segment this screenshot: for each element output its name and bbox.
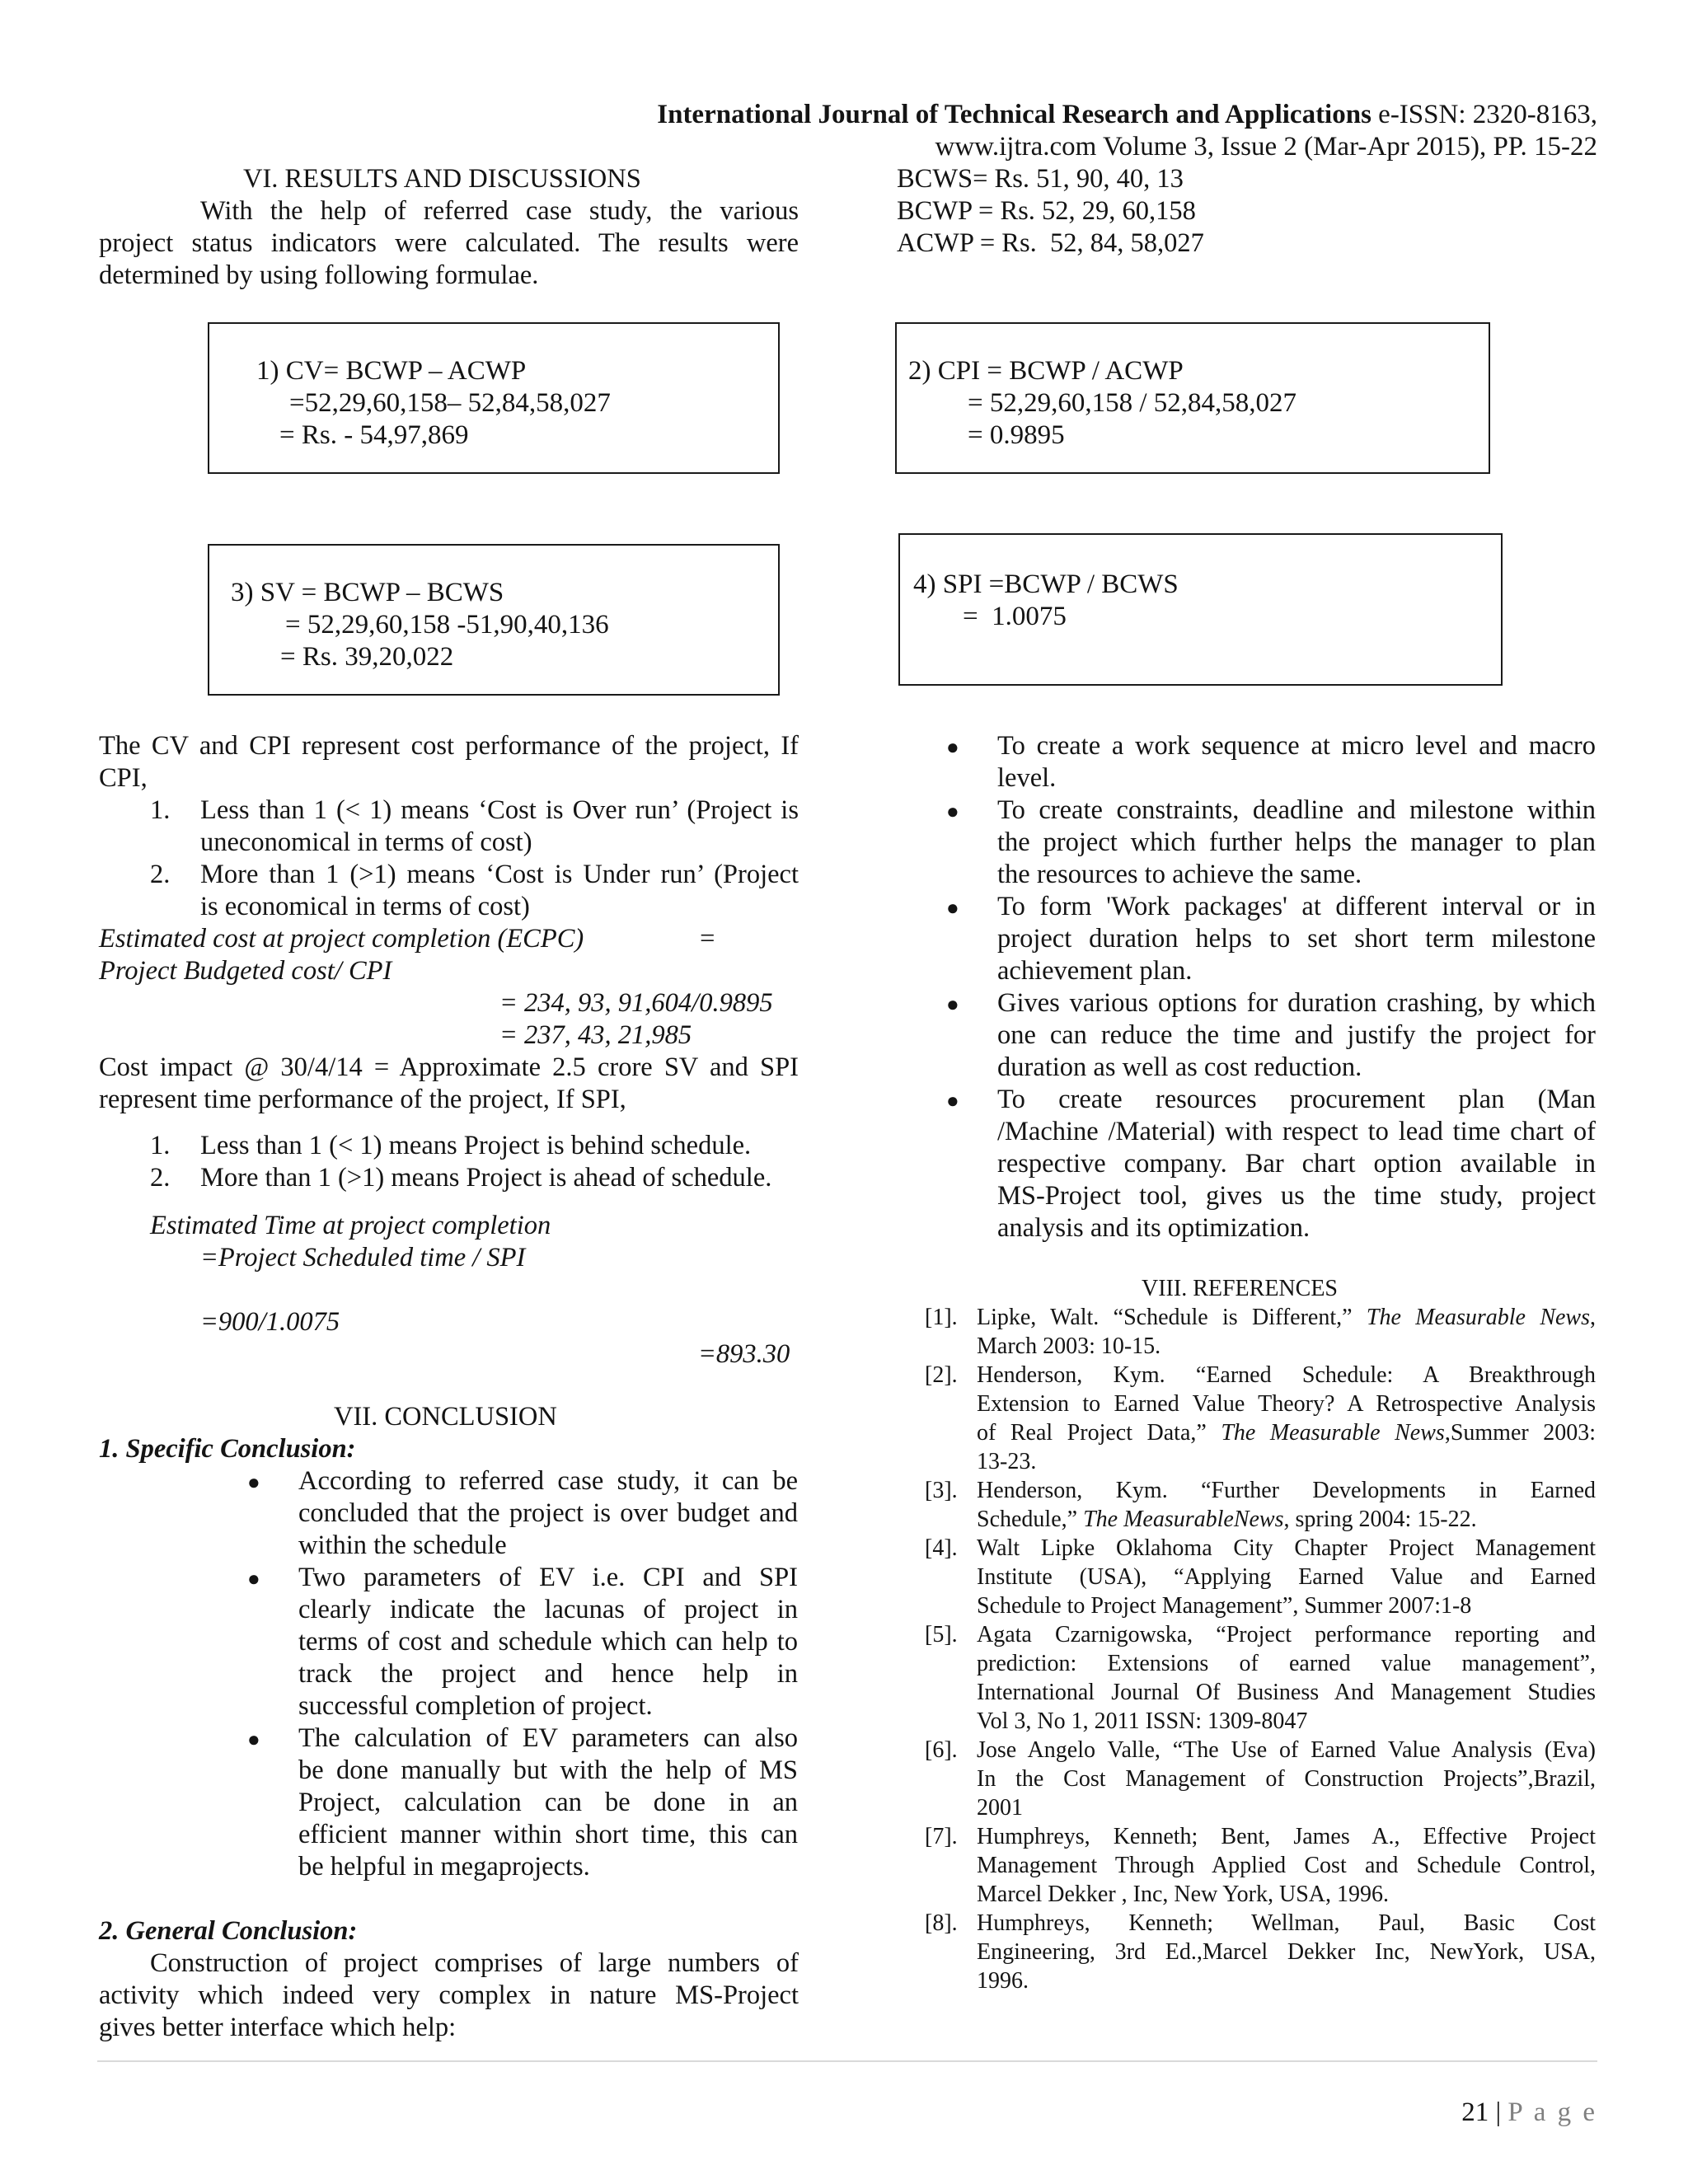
specific-bullet-2-line1: Two parameters of EV i.e. CPI and SPI	[298, 1563, 798, 1592]
ref-6-num: [6].	[925, 1737, 958, 1763]
page-number: 21	[1461, 2097, 1489, 2127]
right-bullet-4-line1: Gives various options for duration crashing, by which	[997, 988, 1596, 1018]
cv-formula-line2: =52,29,60,158– 52,84,58,027	[289, 388, 611, 418]
spi-list-num-2: 2.	[150, 1163, 171, 1193]
ref-8-line2: Engineering, 3rd Ed.,Marcel Dekker Inc, NewYork, USA,	[977, 1939, 1596, 1965]
ref-5-line4: Vol 3, No 1, 2011 ISSN: 1309-8047	[977, 1708, 1308, 1734]
references-title: VIII. REFERENCES	[1142, 1276, 1338, 1301]
bullet-icon: ●	[946, 1089, 959, 1113]
footer-divider	[97, 2060, 1597, 2062]
specific-bullet-3-line2: be done manually but with the help of MS	[298, 1755, 798, 1785]
etpc-result: =893.30	[698, 1339, 790, 1369]
journal-header-line1	[657, 99, 1597, 131]
ref-6-line1: Jose Angelo Valle, “The Use of Earned Value Analysis (Eva)	[977, 1737, 1596, 1763]
right-bullet-5-line3: respective company. Bar chart option available in	[997, 1149, 1596, 1179]
right-bullet-1-line1: To create a work sequence at micro level and macro	[997, 731, 1596, 761]
sv-formula-box	[208, 544, 780, 696]
ref-2-line2: Extension to Earned Value Theory? A Retrospective Analysis	[977, 1391, 1596, 1417]
ref-5-num: [5].	[925, 1622, 958, 1647]
cv-formula-line1: 1) CV= BCWP – ACWP	[256, 356, 527, 386]
ref-5-line1: Agata Czarnigowska, “Project performance reporting and	[977, 1622, 1596, 1647]
section-6-intro-line2: project status indicators were calculated. The results were	[99, 228, 799, 258]
bullet-icon: ●	[247, 1470, 260, 1494]
journal-issn: e-ISSN: 2320-8163,	[1371, 100, 1597, 129]
cpi-list-item-2-line1: More than 1 (>1) means ‘Cost is Under run’ (Project	[200, 860, 799, 889]
sv-formula-line3: = Rs. 39,20,022	[280, 642, 454, 672]
specific-conclusion-heading: 1. Specific Conclusion:	[99, 1434, 356, 1464]
page-word: P a g e	[1507, 2097, 1597, 2127]
ref-4-num: [4].	[925, 1535, 958, 1561]
cpi-list-item-1-line1: Less than 1 (< 1) means ‘Cost is Over run’ (Project is	[200, 795, 799, 825]
bcwp-value: BCWP = Rs. 52, 29, 60,158	[897, 196, 1196, 226]
cpi-list-item-1-line2: uneconomical in terms of cost)	[200, 827, 532, 857]
cpi-formula-line1: 2) CPI = BCWP / ACWP	[908, 356, 1184, 386]
ref-6-line3: 2001	[977, 1795, 1023, 1821]
ref-5-line3: International Journal Of Business And Management Studies	[977, 1680, 1596, 1705]
ref-3-num: [3].	[925, 1478, 958, 1503]
page-separator: |	[1489, 2097, 1508, 2127]
spi-list-item-1: Less than 1 (< 1) means Project is behind schedule.	[200, 1131, 752, 1160]
specific-bullet-2-line4: track the project and hence help in	[298, 1659, 798, 1689]
specific-bullet-1-line1: According to referred case study, it can be	[298, 1466, 798, 1496]
ref-8-line3: 1996.	[977, 1968, 1029, 1994]
right-bullet-5-line2: /Machine /Material) with respect to lead time chart of	[997, 1117, 1596, 1146]
right-bullet-2-line2: the project which further helps the manager to plan	[997, 827, 1596, 857]
ref-1-line2: March 2003: 10-15.	[977, 1333, 1161, 1359]
right-bullet-3-line1: To form 'Work packages' at different interval or in	[997, 892, 1596, 921]
cpi-list-item-2-line2: is economical in terms of cost)	[200, 892, 530, 921]
cv-formula-line3: = Rs. - 54,97,869	[279, 420, 469, 450]
cpi-list-num-2: 2.	[150, 860, 171, 889]
etpc-label: Estimated Time at project completion	[150, 1211, 551, 1240]
ref-5-line2: prediction: Extensions of earned value management”,	[977, 1651, 1596, 1676]
ref-2-line4: 13-23.	[977, 1449, 1037, 1474]
ref-7-line2: Management Through Applied Cost and Schedule Control,	[977, 1853, 1596, 1878]
specific-bullet-2-line5: successful completion of project.	[298, 1691, 653, 1721]
ref-1-line1: Lipke, Walt. “Schedule is Different,” The Measurable News,	[977, 1305, 1596, 1330]
ref-8-line1: Humphreys, Kenneth; Wellman, Paul, Basic Cost	[977, 1910, 1596, 1936]
general-conclusion-line2: activity which indeed very complex in nature MS-Project	[99, 1980, 799, 2010]
bullet-icon: ●	[946, 735, 959, 759]
right-bullet-2-line3: the resources to achieve the same.	[997, 860, 1362, 889]
bullet-icon: ●	[946, 799, 959, 823]
ref-4-line3: Schedule to Project Management”, Summer 2007:1-8	[977, 1593, 1472, 1619]
ref-8-num: [8].	[925, 1910, 958, 1936]
ref-3-line1: Henderson, Kym. “Further Developments in Earned	[977, 1478, 1596, 1503]
section-6-title: VI. RESULTS AND DISCUSSIONS	[243, 164, 641, 194]
ecpc-equals: =	[698, 924, 716, 954]
right-bullet-5-line5: analysis and its optimization.	[997, 1213, 1311, 1243]
ref-7-line3: Marcel Dekker , Inc, New York, USA, 1996.	[977, 1882, 1390, 1907]
specific-bullet-3-line5: be helpful in megaprojects.	[298, 1852, 590, 1882]
spi-list-item-2: More than 1 (>1) means Project is ahead of schedule.	[200, 1163, 772, 1193]
bullet-icon: ●	[247, 1567, 260, 1591]
journal-title: International Journal of Technical Research and Applications	[657, 100, 1372, 129]
acwp-value: ACWP = Rs. 52, 84, 58,027	[897, 228, 1204, 258]
general-conclusion-line3: gives better interface which help:	[99, 2013, 457, 2042]
ref-2-num: [2].	[925, 1362, 958, 1388]
bullet-icon: ●	[247, 1727, 260, 1751]
right-bullet-1-line2: level.	[997, 763, 1057, 793]
ref-2-line1: Henderson, Kym. “Earned Schedule: A Breakthrough	[977, 1362, 1596, 1388]
ecpc-label: Estimated cost at project completion (ECPC)	[99, 924, 584, 954]
ref-2-line3: of Real Project Data,” The Measurable News,Summer 2003:	[977, 1420, 1596, 1446]
specific-bullet-3-line4: efficient manner within short time, this can	[298, 1820, 798, 1849]
ecpc-calc-2: = 237, 43, 21,985	[499, 1020, 692, 1050]
cv-cpi-paragraph-line2: CPI,	[99, 763, 148, 793]
ref-4-line1: Walt Lipke Oklahoma City Chapter Project Management	[977, 1535, 1596, 1561]
ref-7-line1: Humphreys, Kenneth; Bent, James A., Effective Project	[977, 1824, 1596, 1849]
cpi-formula-line3: = 0.9895	[968, 420, 1065, 450]
spi-formula-box	[898, 533, 1503, 686]
spi-list-num-1: 1.	[150, 1131, 171, 1160]
cpi-formula-box	[895, 322, 1490, 474]
bullet-icon: ●	[946, 992, 959, 1016]
page-footer	[1448, 2067, 1597, 2128]
specific-bullet-3-line1: The calculation of EV parameters can also	[298, 1723, 798, 1753]
cv-cpi-paragraph-line1: The CV and CPI represent cost performance of the project, If	[99, 731, 799, 761]
ref-4-line2: Institute (USA), “Applying Earned Value and Earned	[977, 1564, 1596, 1590]
ecpc-calc-1: = 234, 93, 91,604/0.9895	[499, 988, 773, 1018]
specific-bullet-1-line3: within the schedule	[298, 1530, 507, 1560]
right-bullet-3-line2: project duration helps to set short term milestone	[997, 924, 1596, 954]
right-bullet-5-line4: MS-Project tool, gives us the time study, project	[997, 1181, 1596, 1211]
ref-3-line2: Schedule,” The MeasurableNews, spring 2004: 15-22.	[977, 1507, 1477, 1532]
general-conclusion-heading: 2. General Conclusion:	[99, 1916, 358, 1946]
specific-bullet-3-line3: Project, calculation can be done in an	[298, 1788, 798, 1817]
general-conclusion-line1: Construction of project comprises of large numbers of	[150, 1948, 799, 1978]
specific-bullet-1-line2: concluded that the project is over budget and	[298, 1498, 798, 1528]
ref-7-num: [7].	[925, 1824, 958, 1849]
cv-formula-box	[208, 322, 780, 474]
right-bullet-3-line3: achievement plan.	[997, 956, 1193, 986]
specific-bullet-2-line3: terms of cost and schedule which can help to	[298, 1627, 798, 1657]
spi-formula-line1: 4) SPI =BCWP / BCWS	[913, 569, 1179, 599]
section-6-intro-line1: With the help of referred case study, the various	[200, 196, 799, 226]
etpc-calc: =900/1.0075	[200, 1307, 340, 1337]
cost-impact-line1: Cost impact @ 30/4/14 = Approximate 2.5 crore SV and SPI	[99, 1052, 799, 1082]
cpi-formula-line2: = 52,29,60,158 / 52,84,58,027	[968, 388, 1297, 418]
right-bullet-4-line2: one can reduce the time and justify the project for	[997, 1020, 1596, 1050]
section-7-title: VII. CONCLUSION	[334, 1402, 557, 1432]
ref-1-num: [1].	[925, 1305, 958, 1330]
bcws-value: BCWS= Rs. 51, 90, 40, 13	[897, 164, 1184, 194]
sv-formula-line2: = 52,29,60,158 -51,90,40,136	[285, 610, 609, 640]
journal-header-line2: www.ijtra.com Volume 3, Issue 2 (Mar-Apr 2015), PP. 15-22	[935, 132, 1597, 162]
section-6-intro-line3: determined by using following formulae.	[99, 260, 539, 290]
sv-formula-line1: 3) SV = BCWP – BCWS	[231, 578, 504, 607]
specific-bullet-2-line2: clearly indicate the lacunas of project in	[298, 1595, 798, 1624]
right-bullet-5-line1: To create resources procurement plan (Man	[997, 1085, 1596, 1114]
right-bullet-2-line1: To create constraints, deadline and milestone within	[997, 795, 1596, 825]
cost-impact-line2: represent time performance of the project, If SPI,	[99, 1085, 626, 1114]
etpc-formula: =Project Scheduled time / SPI	[200, 1243, 526, 1272]
right-bullet-4-line3: duration as well as cost reduction.	[997, 1052, 1362, 1082]
ref-6-line2: In the Cost Management of Construction Projects”,Brazil,	[977, 1766, 1596, 1792]
spi-formula-line2: = 1.0075	[963, 602, 1067, 631]
bullet-icon: ●	[946, 896, 959, 920]
ecpc-formula: Project Budgeted cost/ CPI	[99, 956, 392, 986]
cpi-list-num-1: 1.	[150, 795, 171, 825]
